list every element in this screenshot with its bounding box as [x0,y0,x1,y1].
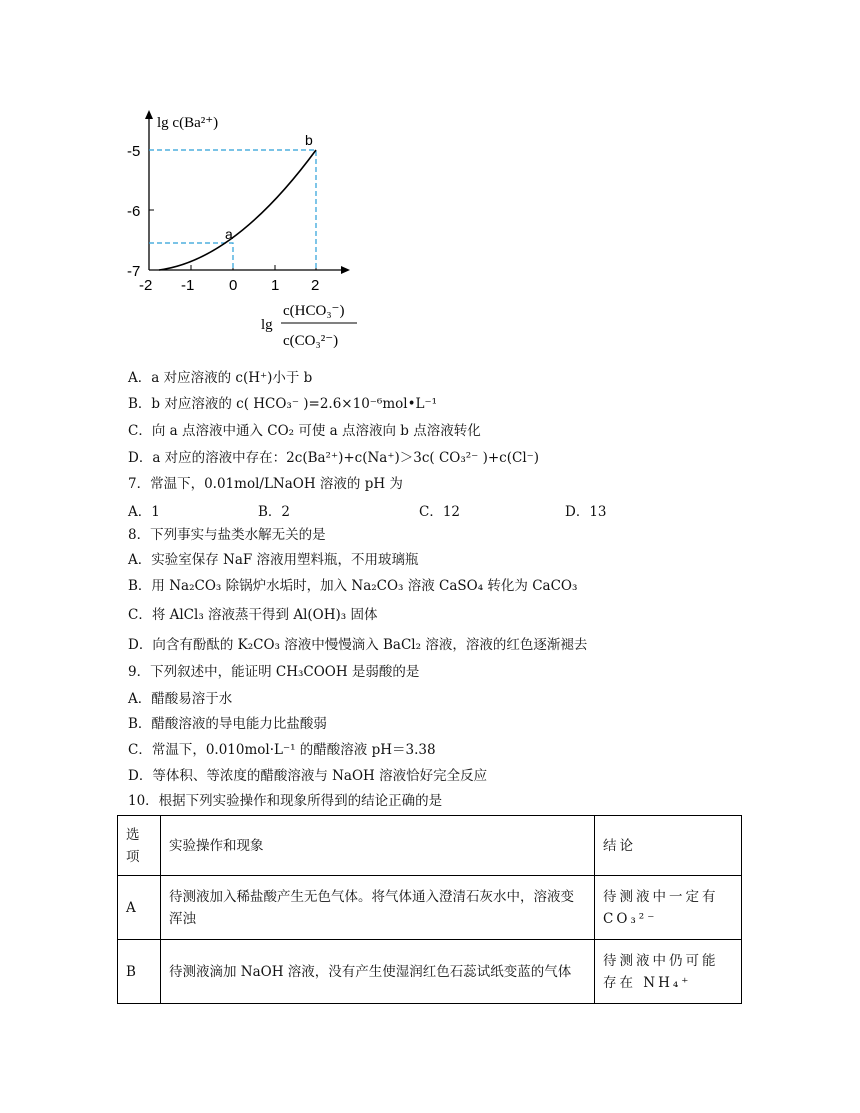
row-b-operation: 待测液滴加 NaOH 溶液，没有产生使湿润红色石蕊试纸变蓝的气体 [161,940,595,1004]
ytick: -5 [127,143,141,160]
q7-option-d: D．13 [565,504,607,520]
ytick: -6 [127,203,141,220]
curve [159,150,316,270]
header-conclusion: 结论 [595,816,742,876]
xtick: -2 [139,277,153,294]
row-a-conclusion: 待测液中一定有 CO₃²⁻ [595,876,742,940]
q8-stem: 8．下列事实与盐类水解无关的是 [128,527,326,543]
xtick: 2 [311,277,320,294]
table-header-row [118,816,742,876]
q9-option-c: C．常温下，0.010mol·L⁻¹ 的醋酸溶液 pH＝3.38 [128,742,436,758]
header-operation: 实验操作和现象 [161,816,595,876]
xtick: 1 [271,277,280,294]
q6-option-c: C．向 a 点溶液中通入 CO₂ 可使 a 点溶液向 b 点溶液转化 [128,423,481,439]
q9-option-b: B．醋酸溶液的导电能力比盐酸弱 [128,716,327,732]
q6-option-a: A．a 对应溶液的 c(H⁺)小于 b [128,370,313,386]
row-a-option: A [118,876,161,940]
y-axis-label: lg c(Ba²⁺) [157,115,219,131]
q6-option-b: B．b 对应溶液的 c( HCO₃⁻ )=2.6×10⁻⁶mol•L⁻¹ [128,396,438,412]
q8-option-a: A．实验室保存 NaF 溶液用塑料瓶，不用玻璃瓶 [128,552,419,568]
x-axis-label-denom: c(CO₃²⁻) [283,333,339,349]
q9-option-a: A．醋酸易溶于水 [128,691,233,707]
q7-option-a: A．1 [128,504,160,520]
xtick: 0 [229,277,238,294]
q10-table [117,815,742,1004]
q7-stem: 7．常温下，0.01mol/LNaOH 溶液的 pH 为 [128,476,403,492]
point-a-label: a [225,226,233,242]
x-axis-label-numer: c(HCO₃⁻) [283,303,345,319]
q6-option-d: D．a 对应的溶液中存在：2c(Ba²⁺)+c(Na⁺)＞3c( CO₃²⁻ )+c(Cl⁻) [128,450,540,466]
header-option: 选项 [118,816,161,876]
q8-option-c: C．将 AlCl₃ 溶液蒸干得到 Al(OH)₃ 固体 [128,607,378,623]
q9-option-d: D．等体积、等浓度的醋酸溶液与 NaOH 溶液恰好完全反应 [128,768,488,784]
row-b-conclusion: 待测液中仍可能存在 NH₄⁺ [595,940,742,1004]
table-row [118,876,742,940]
x-axis-arrow [341,266,350,274]
ytick: -7 [127,263,141,280]
y-axis-arrow [145,110,153,119]
point-b-label: b [305,132,313,148]
q7-option-b: B．2 [258,504,291,520]
q10-stem: 10．根据下列实验操作和现象所得到的结论正确的是 [128,793,443,809]
solubility-graph [125,105,385,360]
q8-option-b: B．用 Na₂CO₃ 除锅炉水垢时，加入 Na₂CO₃ 溶液 CaSO₄ 转化为 CaCO₃ [128,578,578,594]
table-row [118,940,742,1004]
q8-option-d: D．向含有酚酞的 K₂CO₃ 溶液中慢慢滴入 BaCl₂ 溶液，溶液的红色逐渐褪去 [128,637,588,653]
q9-stem: 9．下列叙述中，能证明 CH₃COOH 是弱酸的是 [128,664,420,680]
row-b-option: B [118,940,161,1004]
xtick: -1 [181,277,195,294]
row-a-operation: 待测液加入稀盐酸产生无色气体。将气体通入澄清石灰水中，溶液变浑浊 [161,876,595,940]
x-axis-label-lg: lg [261,317,273,333]
q7-option-c: C．12 [419,504,461,520]
